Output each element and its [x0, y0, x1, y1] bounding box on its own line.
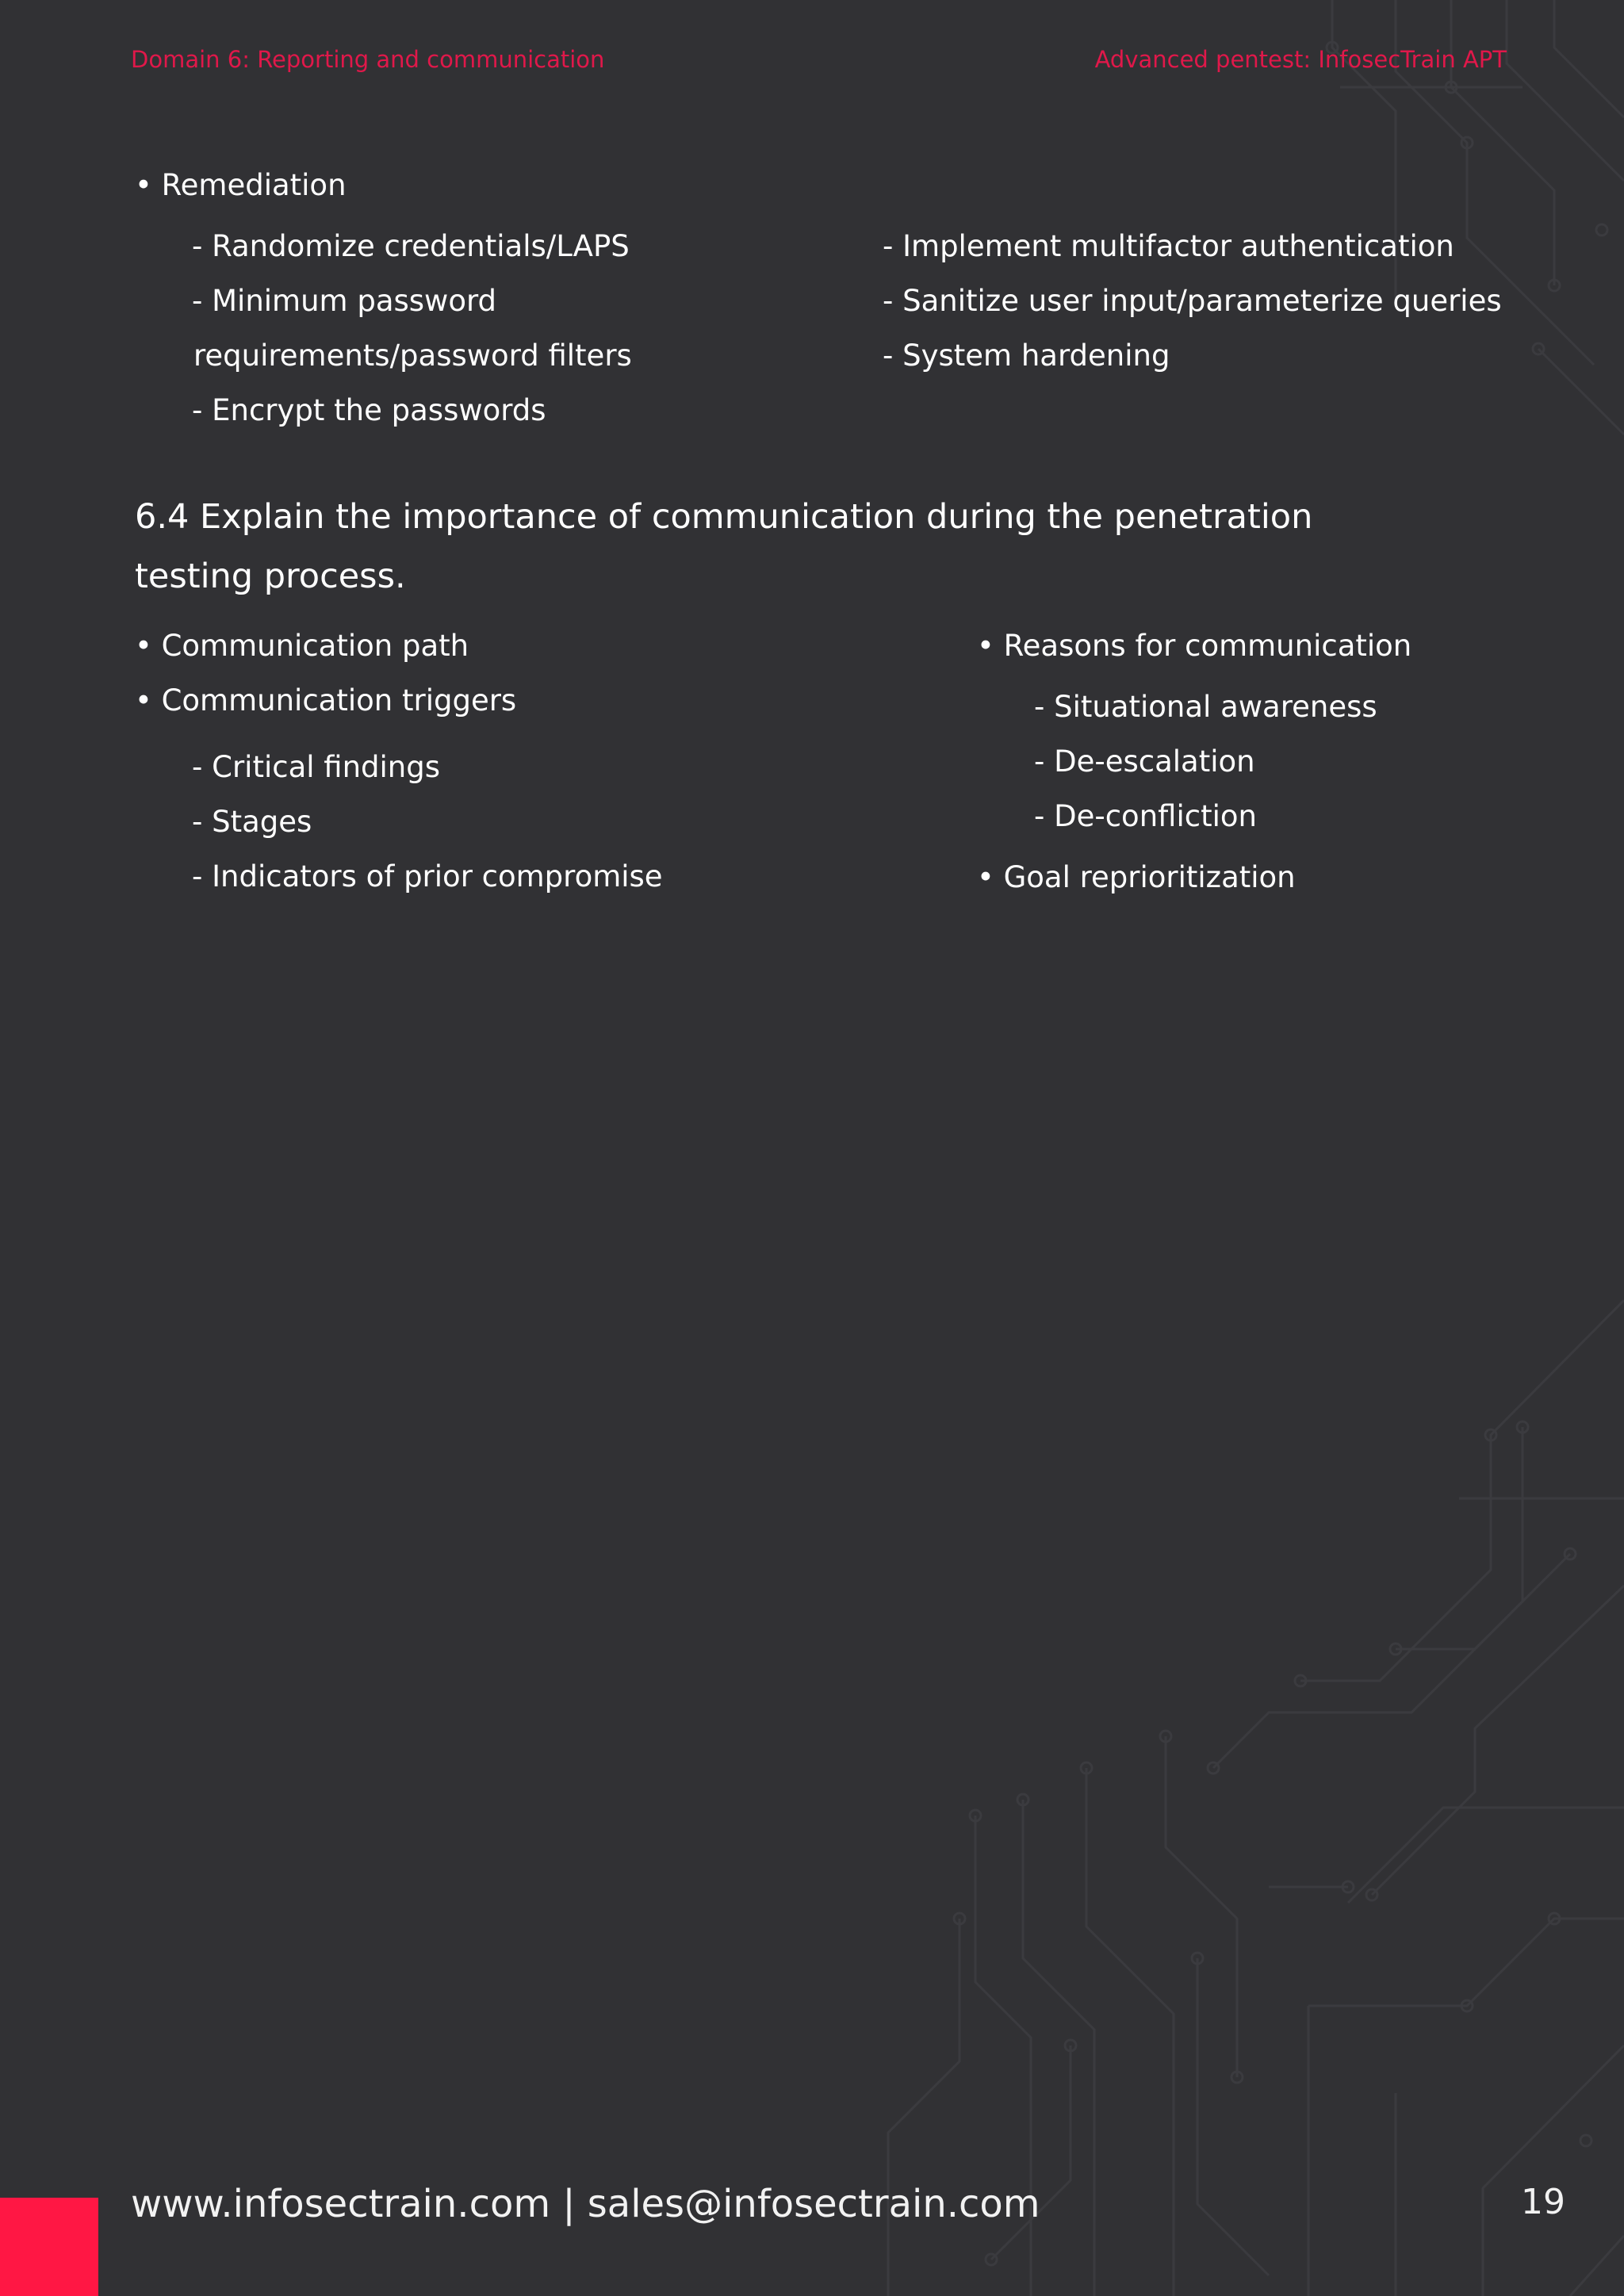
trigger-item: - Stages: [192, 805, 312, 839]
remediation-title: • Remediation: [135, 168, 347, 202]
remediation-item: - System hardening: [883, 339, 1170, 373]
header-course-title: Advanced pentest: InfosecTrain APT: [1094, 46, 1507, 73]
remediation-item: - Minimum password: [192, 284, 497, 318]
reason-item: - De-escalation: [1034, 744, 1255, 779]
remediation-item: - Randomize credentials/LAPS: [192, 229, 630, 263]
trigger-item: - Indicators of prior compromise: [192, 859, 663, 894]
remediation-item: - Encrypt the passwords: [192, 393, 546, 427]
bullet-communication-triggers: • Communication triggers: [135, 683, 517, 718]
section-heading-continued: testing process.: [135, 557, 406, 596]
header-domain-title: Domain 6: Reporting and communication: [131, 46, 605, 73]
page-number: 19: [1521, 2182, 1565, 2222]
trigger-item: - Critical findings: [192, 750, 441, 784]
footer-contact: www.infosectrain.com | sales@infosectrain.com: [131, 2182, 1040, 2226]
remediation-item: - Implement multifactor authentication: [883, 229, 1454, 263]
footer-accent-square: [0, 2198, 98, 2296]
reason-item: - De-confliction: [1034, 799, 1257, 833]
reason-item: - Situational awareness: [1034, 690, 1377, 724]
bullet-communication-path: • Communication path: [135, 629, 469, 663]
bullet-goal-reprioritization: • Goal reprioritization: [977, 860, 1296, 894]
bullet-reasons-for-communication: • Reasons for communication: [977, 629, 1412, 663]
remediation-item: requirements/password filters: [193, 339, 632, 373]
section-heading: 6.4 Explain the importance of communication during the penetration: [135, 497, 1313, 537]
remediation-item: - Sanitize user input/parameterize queries: [883, 284, 1502, 318]
